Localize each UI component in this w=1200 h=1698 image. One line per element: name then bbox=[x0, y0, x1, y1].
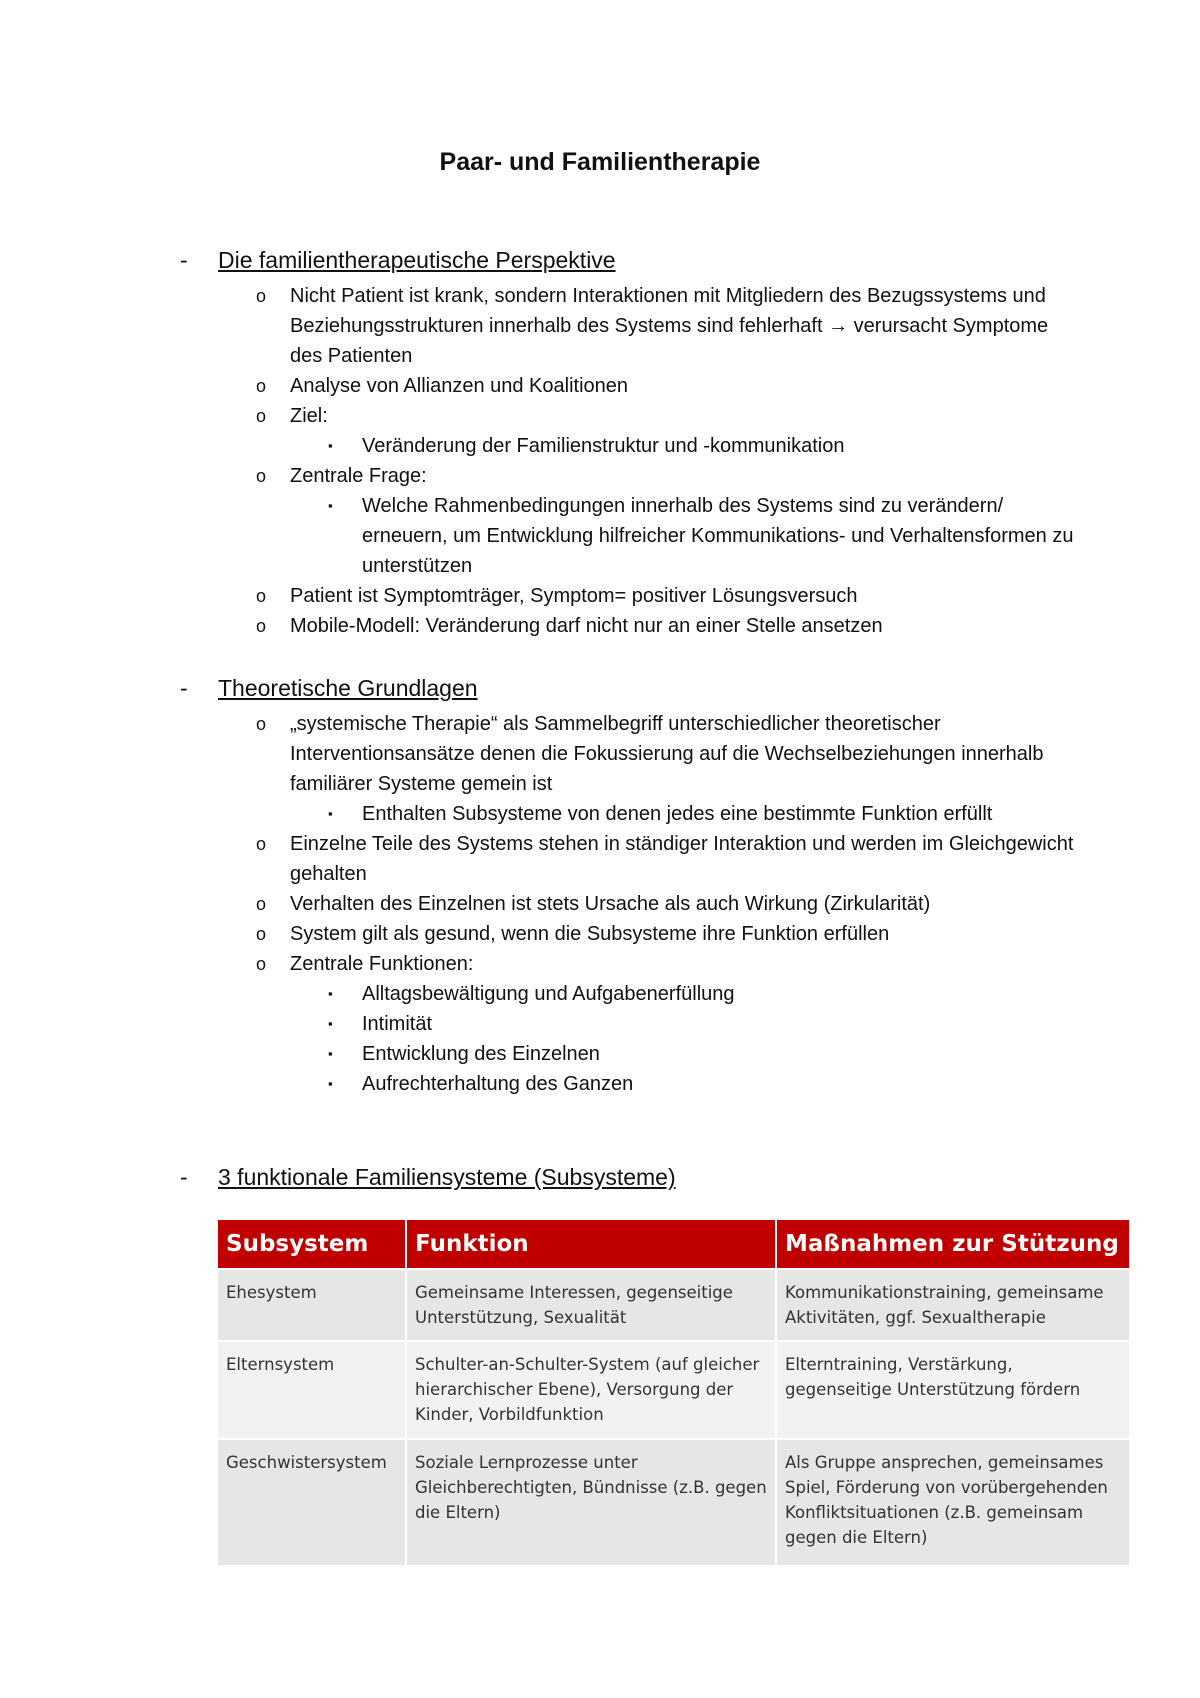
circle-bullet-icon: o bbox=[256, 616, 267, 636]
section-dash: - bbox=[180, 247, 188, 273]
list-item-text: Veränderung der Familienstruktur und -kommunikation bbox=[362, 435, 845, 457]
list-item-text: Analyse von Allianzen und Koalitionen bbox=[290, 375, 629, 397]
circle-bullet-icon: o bbox=[256, 714, 267, 734]
list-item-text: System gilt als gesund, wenn die Subsysteme ihre Funktion erfüllen bbox=[290, 923, 890, 945]
list-item-text: Aufrechterhaltung des Ganzen bbox=[362, 1073, 634, 1095]
list-item-text: Einzelne Teile des Systems stehen in ständiger Interaktion und werden im Gleichgewicht gehalten bbox=[290, 833, 1074, 885]
list-item-text: Enthalten Subsysteme von denen jedes eine bestimmte Funktion erfüllt bbox=[362, 803, 993, 825]
table-cell: Kommunikationstraining, gemeinsame Aktivitäten, ggf. Sexualtherapie bbox=[776, 1269, 1130, 1341]
table-row bbox=[218, 1439, 1130, 1565]
table-row bbox=[218, 1341, 1130, 1439]
list-item bbox=[180, 979, 1080, 1009]
list-item bbox=[180, 799, 1080, 829]
list-item-text: Ziel: bbox=[290, 405, 328, 427]
list-item bbox=[180, 491, 1080, 581]
list-item-text: Alltagsbewältigung und Aufgabenerfüllung bbox=[362, 983, 735, 1005]
list-item-text: Nicht Patient ist krank, sondern Interaktionen mit Mitgliedern des Bezugssystems und Beziehungsstrukturen innerhalb des Systems sind fehlerhaft bbox=[290, 285, 1046, 337]
section-heading: 3 funktionale Familiensysteme (Subsysteme) bbox=[218, 1164, 676, 1190]
section-heading: Theoretische Grundlagen bbox=[218, 675, 478, 701]
section-dash: - bbox=[180, 675, 188, 701]
circle-bullet-icon: o bbox=[256, 586, 267, 606]
table-cell: Schulter-an-Schulter-System (auf gleicher hierarchischer Ebene), Versorgung der Kinder, Vorbildfunktion bbox=[406, 1341, 776, 1439]
section-list bbox=[180, 281, 1080, 641]
circle-bullet-icon: o bbox=[256, 286, 267, 306]
table-cell: Als Gruppe ansprechen, gemeinsames Spiel, Förderung von vorübergehenden Konfliktsituationen (z.B. gemeinsam gegen die Eltern) bbox=[776, 1439, 1130, 1565]
section-list bbox=[180, 709, 1080, 1099]
list-item bbox=[180, 829, 1080, 889]
section-dash: - bbox=[180, 1164, 188, 1190]
list-item bbox=[180, 1039, 1080, 1069]
square-bullet-icon: ▪ bbox=[328, 1016, 333, 1031]
list-item-tail: verursacht Symptome des Patienten bbox=[290, 315, 1049, 367]
column-header-funktion: Funktion bbox=[406, 1220, 776, 1269]
list-item-text: Zentrale Frage: bbox=[290, 465, 427, 487]
table-cell: Geschwistersystem bbox=[218, 1439, 406, 1565]
list-item bbox=[180, 581, 1080, 611]
table-header-row bbox=[218, 1220, 1130, 1269]
square-bullet-icon: ▪ bbox=[328, 1076, 333, 1091]
page-title: Paar- und Familientherapie bbox=[439, 148, 761, 176]
list-item bbox=[180, 919, 1080, 949]
square-bullet-icon: ▪ bbox=[328, 438, 333, 453]
list-item-text: Welche Rahmenbedingungen innerhalb des Systems sind zu verändern/ erneuern, um Entwicklung hilfreicher Kommunikations- und Verhaltensformen zu unterstützen bbox=[362, 495, 1074, 577]
list-item bbox=[180, 889, 1080, 919]
circle-bullet-icon: o bbox=[256, 954, 267, 974]
list-item bbox=[180, 611, 1080, 641]
column-header-massnahmen: Maßnahmen zur Stützung bbox=[776, 1220, 1130, 1269]
list-item-text: Patient ist Symptomträger, Symptom= positiver Lösungsversuch bbox=[290, 585, 858, 607]
list-item bbox=[180, 1009, 1080, 1039]
circle-bullet-icon: o bbox=[256, 894, 267, 914]
table-row bbox=[218, 1269, 1130, 1341]
table-cell: Ehesystem bbox=[218, 1269, 406, 1341]
list-item bbox=[180, 281, 1080, 371]
arrow-right-icon: → bbox=[828, 315, 849, 337]
list-item bbox=[180, 709, 1080, 799]
circle-bullet-icon: o bbox=[256, 924, 267, 944]
circle-bullet-icon: o bbox=[256, 406, 267, 426]
list-item bbox=[180, 1069, 1080, 1099]
circle-bullet-icon: o bbox=[256, 834, 267, 854]
list-item bbox=[180, 461, 1080, 491]
list-item-text: „systemische Therapie“ als Sammelbegriff unterschiedlicher theoretischer Interventionsansätze denen die Fokussierung auf die Wechselbeziehungen innerhalb familiärer Systeme gemein ist bbox=[290, 713, 1044, 795]
table-cell: Gemeinsame Interessen, gegenseitige Unterstützung, Sexualität bbox=[406, 1269, 776, 1341]
table-cell: Elternsystem bbox=[218, 1341, 406, 1439]
table-cell: Soziale Lernprozesse unter Gleichberechtigten, Bündnisse (z.B. gegen die Eltern) bbox=[406, 1439, 776, 1565]
list-item-text: Intimität bbox=[362, 1013, 433, 1035]
table-cell: Elterntraining, Verstärkung, gegenseitige Unterstützung fördern bbox=[776, 1341, 1130, 1439]
list-item-text: Verhalten des Einzelnen ist stets Ursache als auch Wirkung (Zirkularität) bbox=[290, 893, 931, 915]
square-bullet-icon: ▪ bbox=[328, 498, 333, 513]
list-item bbox=[180, 949, 1080, 979]
circle-bullet-icon: o bbox=[256, 376, 267, 396]
section-heading: Die familientherapeutische Perspektive bbox=[218, 247, 616, 273]
square-bullet-icon: ▪ bbox=[328, 1046, 333, 1061]
square-bullet-icon: ▪ bbox=[328, 806, 333, 821]
list-item bbox=[180, 401, 1080, 431]
subsystem-table bbox=[218, 1220, 1131, 1565]
list-item-text: Entwicklung des Einzelnen bbox=[362, 1043, 600, 1065]
circle-bullet-icon: o bbox=[256, 466, 267, 486]
list-item bbox=[180, 371, 1080, 401]
list-item bbox=[180, 431, 1080, 461]
list-item-text: Zentrale Funktionen: bbox=[290, 953, 474, 975]
column-header-subsystem: Subsystem bbox=[218, 1220, 406, 1269]
square-bullet-icon: ▪ bbox=[328, 986, 333, 1001]
list-item-text: Mobile-Modell: Veränderung darf nicht nur an einer Stelle ansetzen bbox=[290, 615, 883, 637]
